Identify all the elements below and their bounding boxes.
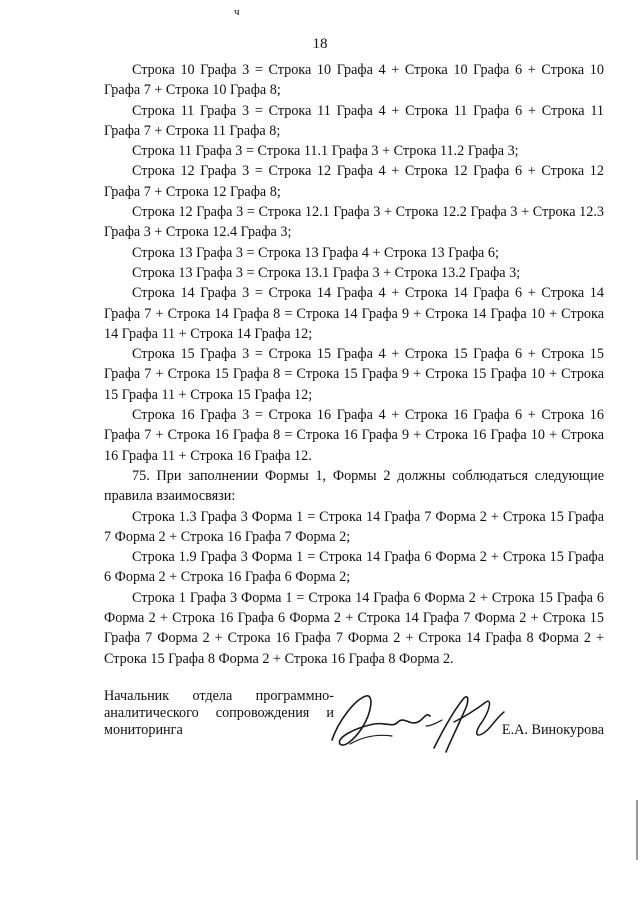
paragraph-row11: Строка 11 Графа 3 = Строка 11 Графа 4 + Строка 11 Графа 6 + Строка 11 Графа 7 + Строка 11 Графа 8; bbox=[104, 102, 604, 139]
signature-block bbox=[104, 688, 604, 768]
paragraph-row15: Строка 15 Графа 3 = Строка 15 Графа 4 + Строка 15 Графа 6 + Строка 15 Графа 7 + Строка 15 Графа 8 = Строка 15 Графа 9 + Строка 15 Графа 10 + Строка 15 Графа 11 + Строка 15 Графа 12; bbox=[104, 346, 604, 403]
signatory-title-line1: Начальник отдела программно- bbox=[104, 688, 334, 704]
signatory-title bbox=[104, 688, 334, 739]
paragraph-row16: Строка 16 Графа 3 = Строка 16 Графа 4 + Строка 16 Графа 6 + Строка 16 Графа 7 + Строка 16 Графа 8 = Строка 16 Графа 9 + Строка 16 Графа 10 + Строка 16 Графа 11 + Строка 16 Графа 12. bbox=[104, 407, 604, 464]
scan-edge-mark bbox=[636, 800, 638, 860]
paragraph-row13-sub: Строка 13 Графа 3 = Строка 13.1 Графа 3 + Строка 13.2 Графа 3; bbox=[132, 264, 521, 281]
paragraph-row11-sub: Строка 11 Графа 3 = Строка 11.1 Графа 3 + Строка 11.2 Графа 3; bbox=[132, 143, 519, 160]
paragraph-row12-sub: Строка 12 Графа 3 = Строка 12.1 Графа 3 + Строка 12.2 Графа 3 + Строка 12.3 Графа 3 + Строка 12.4 Графа 3; bbox=[104, 204, 604, 241]
stray-mark: ч bbox=[234, 6, 240, 18]
signatory-title-line3: мониторинга bbox=[104, 722, 183, 738]
paragraph-row14: Строка 14 Графа 3 = Строка 14 Графа 4 + Строка 14 Графа 6 + Строка 14 Графа 7 + Строка 14 Графа 8 = Строка 14 Графа 9 + Строка 14 Графа 10 + Строка 14 Графа 11 + Строка 14 Графа 12; bbox=[104, 285, 604, 342]
paragraph-rule-1-3: Строка 1.3 Графа 3 Форма 1 = Строка 14 Графа 7 Форма 2 + Строка 15 Графа 7 Форма 2 + Строка 16 Графа 7 Форма 2; bbox=[104, 508, 604, 545]
document-body bbox=[104, 60, 604, 669]
signatory-name: Е.А. Винокурова bbox=[501, 722, 604, 738]
paragraph-rule-1: Строка 1 Графа 3 Форма 1 = Строка 14 Графа 6 Форма 2 + Строка 15 Графа 6 Форма 2 + Строка 16 Графа 6 Форма 2 + Строка 14 Графа 7 Форма 2 + Строка 15 Графа 7 Форма 2 + Строка 16 Графа 7 Форма 2 + Строка 14 Графа 8 Форма 2 + Строка 15 Графа 8 Форма 2 + Строка 16 Графа 8 Форма 2. bbox=[104, 589, 604, 667]
page-number: 18 bbox=[312, 36, 328, 52]
paragraph-row13: Строка 13 Графа 3 = Строка 13 Графа 4 + Строка 13 Графа 6; bbox=[132, 244, 499, 261]
signatory-title-line2: аналитического сопровождения и bbox=[104, 705, 334, 721]
paragraph-item-75: 75. При заполнении Формы 1, Формы 2 должны соблюдаться следующие правила взаимосвязи: bbox=[104, 467, 604, 505]
paragraph-row10: Строка 10 Графа 3 = Строка 10 Графа 4 + Строка 10 Графа 6 + Строка 10 Графа 7 + Строка 10 Графа 8; bbox=[104, 62, 604, 99]
paragraph-row12: Строка 12 Графа 3 = Строка 12 Графа 4 + Строка 12 Графа 6 + Строка 12 Графа 7 + Строка 12 Графа 8; bbox=[104, 163, 604, 200]
paragraph-rule-1-9: Строка 1.9 Графа 3 Форма 1 = Строка 14 Графа 6 Форма 2 + Строка 15 Графа 6 Форма 2 + Строка 16 Графа 6 Форма 2; bbox=[104, 549, 604, 586]
